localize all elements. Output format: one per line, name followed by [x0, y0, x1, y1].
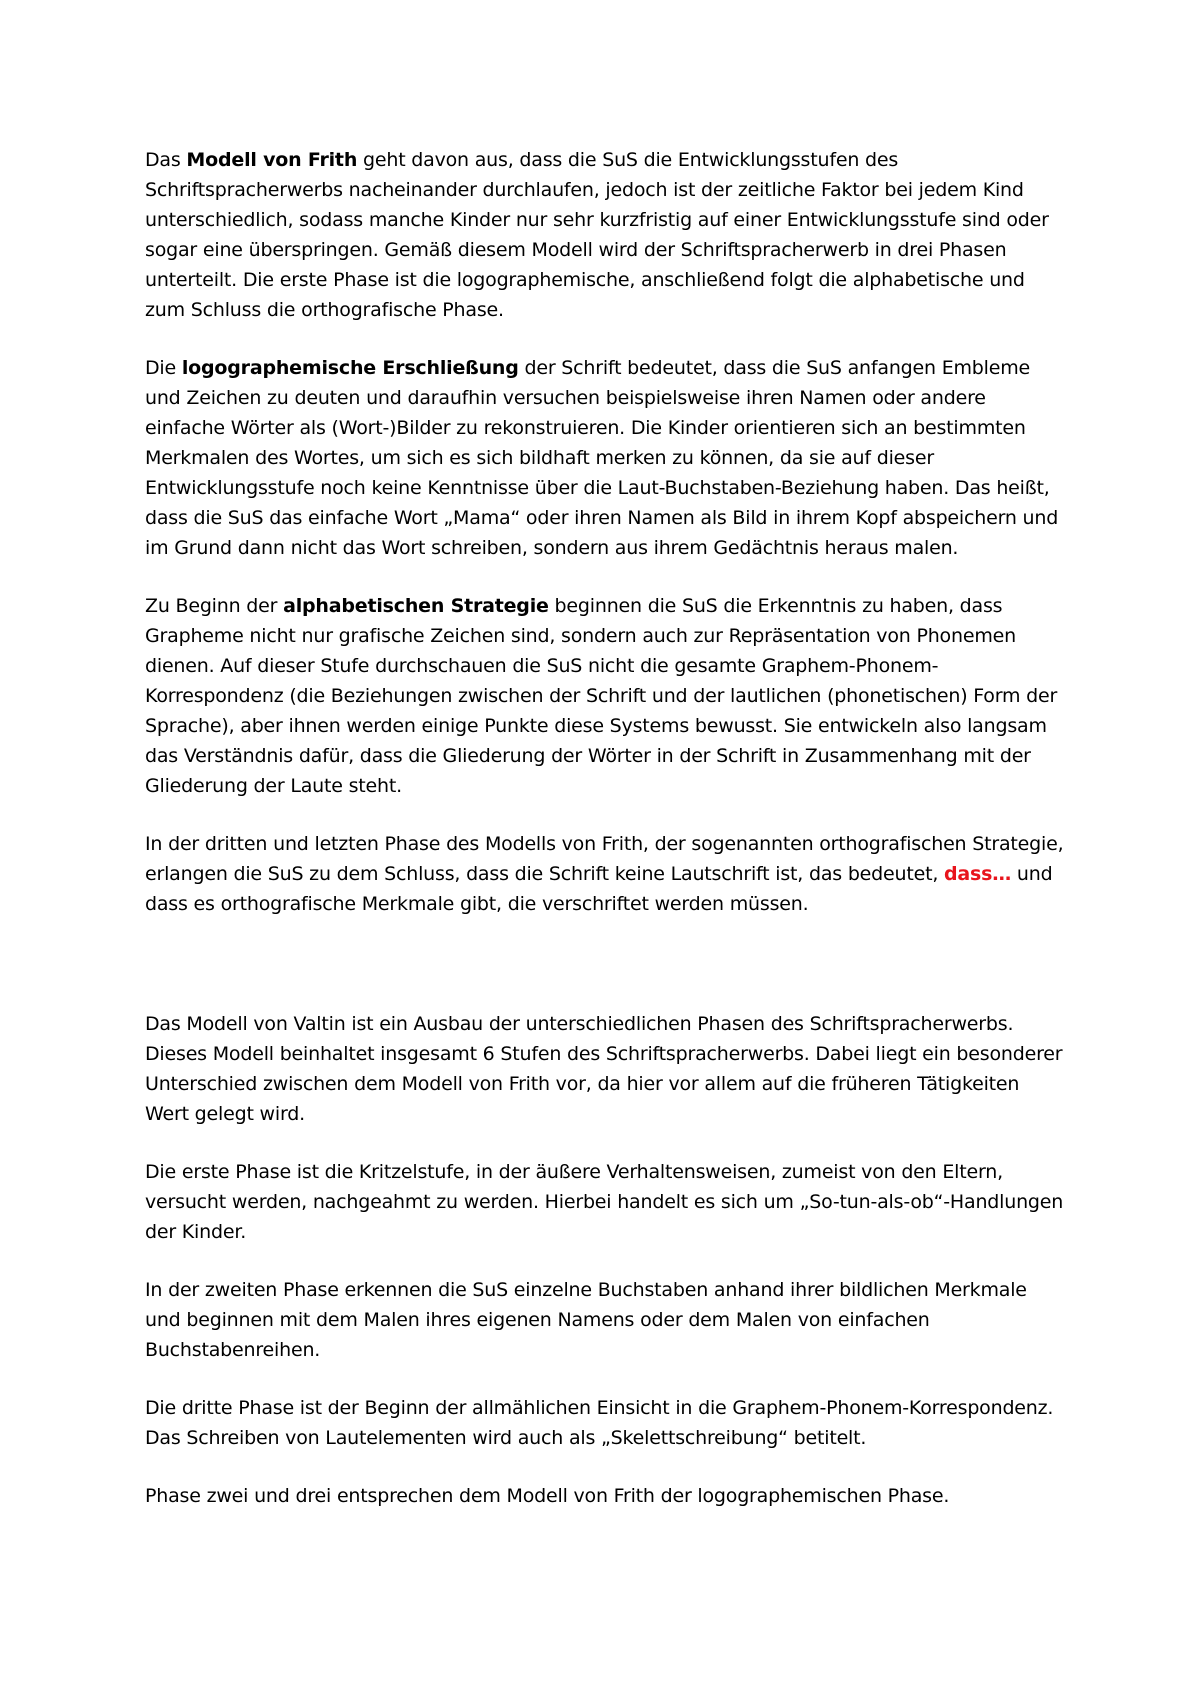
paragraph-logographemic — [145, 353, 1068, 563]
text-run: und dass es orthografische Merkmale gibt, die verschriftet werden müssen. — [145, 863, 1053, 915]
bold-term-modell-von-frith: Modell von Frith — [186, 149, 358, 171]
text-run: der Schrift bedeutet, dass die SuS anfangen Embleme und Zeichen zu deuten und daraufhin versuchen beispielsweise ihren Namen oder andere einfache Wörter als (Wort-)Bilder zu rekonstruieren. Die Kinder orientieren sich an bestimmten Merkmalen des Wortes, um sich es sich bildhaft merken zu können, da sie auf dieser Entwicklungsstufe noch keine Kenntnisse über die Laut-Buchstaben-Beziehung haben. Das heißt, dass die SuS das einfache Wort „Mama“ oder ihren Namen als Bild in ihrem Kopf abspeichern und im Grund dann nicht das Wort schreiben, sondern aus ihrem Gedächtnis heraus malen. — [145, 357, 1059, 559]
paragraph-second-phase: In der zweiten Phase erkennen die SuS einzelne Buchstaben anhand ihrer bildlichen Merkmale und beginnen mit dem Malen ihres eigenen Namens oder dem Malen von einfachen Buchstabenreihen. — [145, 1279, 1027, 1361]
text-run: beginnen die SuS die Erkenntnis zu haben, dass Grapheme nicht nur grafische Zeichen sind, sondern auch zur Repräsentation von Phonemen dienen. Auf dieser Stufe durchschauen die SuS nicht die gesamte Graphem-Phonem-Korrespondenz (die Beziehungen zwischen der Schrift und der lautlichen (phonetischen) Form der Sprache), aber ihnen werden einige Punkte diese Systems bewusst. Sie entwickeln also langsam das Verständnis dafür, dass die Gliederung der Wörter in der Schrift in Zusammenhang mit der Gliederung der Laute steht. — [145, 595, 1058, 797]
paragraph-phase-comparison: Phase zwei und drei entsprechen dem Modell von Frith der logographemischen Phase. — [145, 1485, 950, 1507]
text-run: geht davon aus, dass die SuS die Entwicklungsstufen des Schriftspracherwerbs nacheinander durchlaufen, jedoch ist der zeitliche Faktor bei jedem Kind unterschiedlich, sodass manche Kinder nur sehr kurzfristig auf einer Entwicklungsstufe sind oder sogar eine überspringen. Gemäß diesem Modell wird der Schriftspracherwerb in drei Phasen unterteilt. Die erste Phase ist die logographemische, anschließend folgt die alphabetische und zum Schluss die orthografische Phase. — [145, 149, 1049, 321]
paragraph-frith-intro — [145, 145, 1068, 325]
paragraph-alphabetic — [145, 591, 1068, 801]
text-run: Das — [145, 149, 187, 171]
text-run: In der dritten und letzten Phase des Modells von Frith, der sogenannten orthografischen Strategie, erlangen die SuS zu dem Schluss, dass die Schrift keine Lautschrift ist, das bedeutet, — [145, 833, 1064, 885]
bold-term-logographemische-erschliessung: logographemische Erschließung — [181, 357, 519, 379]
text-run: Zu Beginn der — [145, 595, 284, 617]
paragraph-third-phase: Die dritte Phase ist der Beginn der allmählichen Einsicht in die Graphem-Phonem-Korrespondenz. Das Schreiben von Lautelementen wird auch als „Skelettschreibung“ betitelt. — [145, 1397, 1054, 1449]
text-run: Die — [145, 357, 182, 379]
paragraph-kritzelstufe: Die erste Phase ist die Kritzelstufe, in der äußere Verhaltensweisen, zumeist von den Eltern, versucht werden, nachgeahmt zu werden. Hierbei handelt es sich um „So-tun-als-ob“-Handlungen der Kinder. — [145, 1161, 1064, 1243]
paragraph-valtin-intro: Das Modell von Valtin ist ein Ausbau der unterschiedlichen Phasen des Schriftspracherwerbs. Dieses Modell beinhaltet insgesamt 6 Stufen des Schriftspracherwerbs. Dabei liegt ein besonderer Unterschied zwischen dem Modell von Frith vor, da hier vor allem auf die früheren Tätigkeiten Wert gelegt wird. — [145, 1013, 1063, 1125]
paragraph-orthographic — [145, 829, 1068, 919]
bold-term-alphabetische-strategie: alphabetischen Strategie — [283, 595, 549, 617]
red-highlight-dass: dass… — [944, 863, 1012, 885]
